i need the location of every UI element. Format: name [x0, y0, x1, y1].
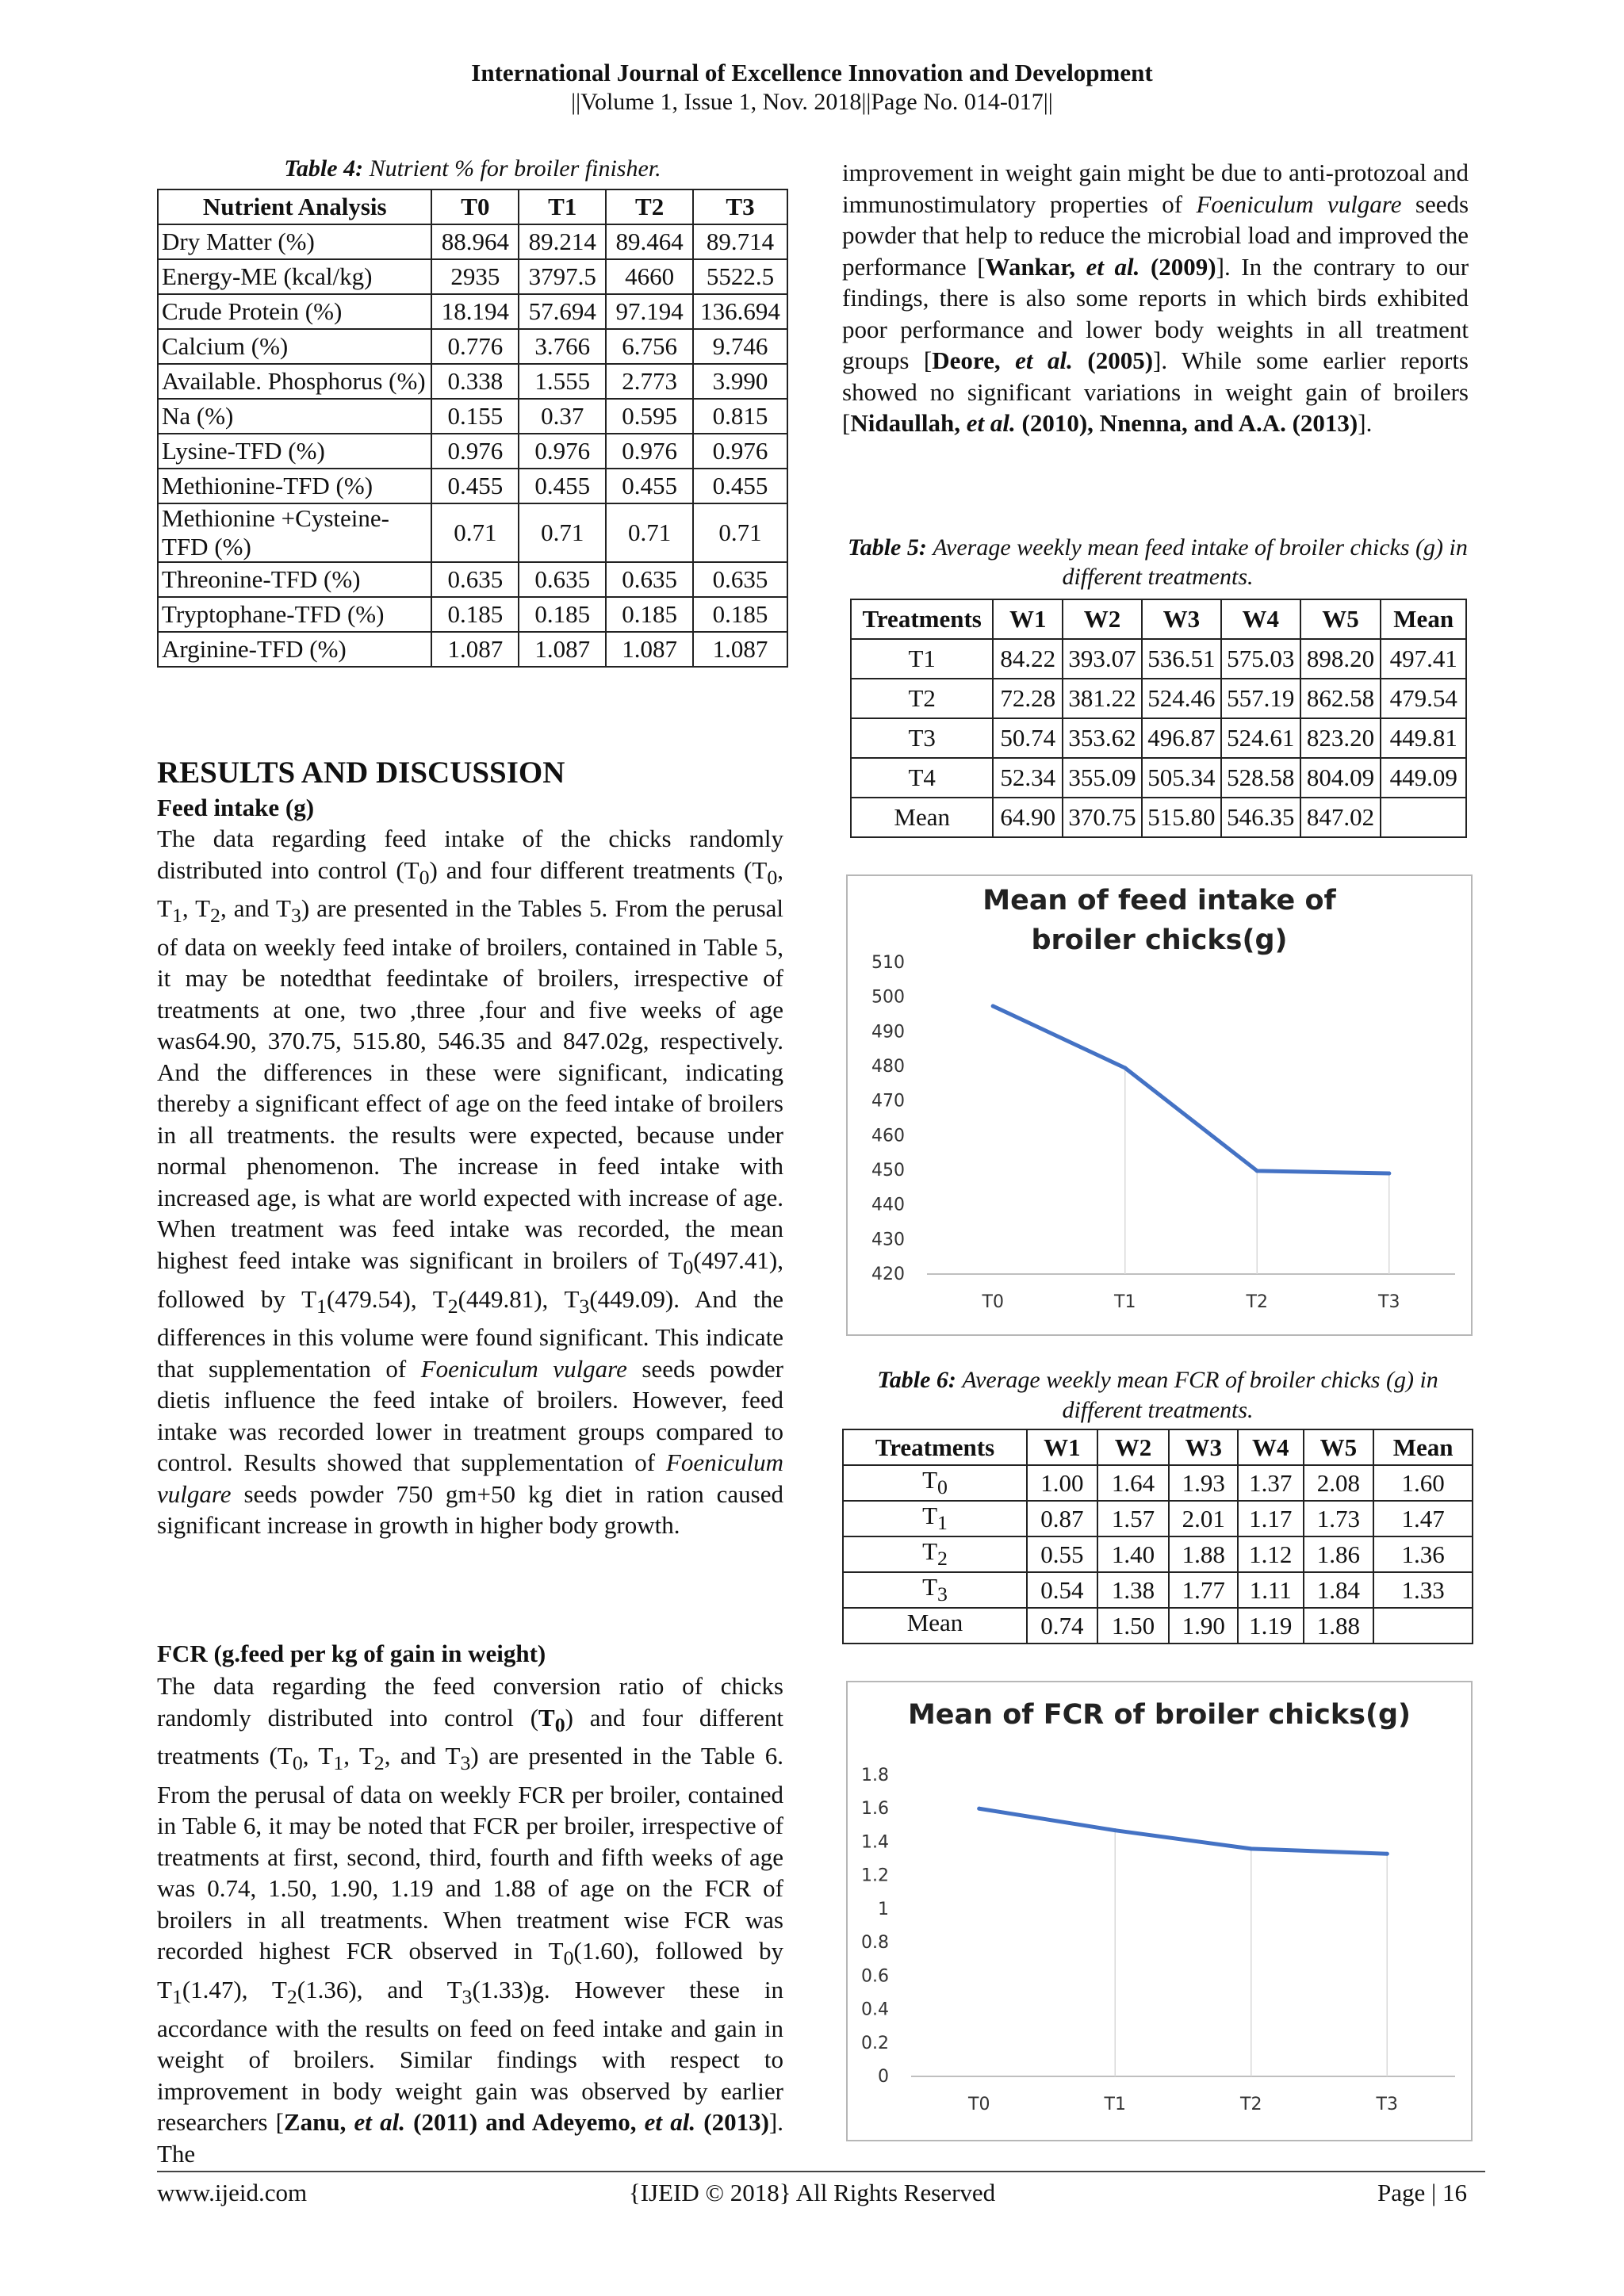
series-line — [993, 1006, 1389, 1173]
nutrient-value: 0.71 — [519, 503, 606, 562]
fcr-value: 2.01 — [1169, 1501, 1238, 1536]
nutrient-name: Dry Matter (%) — [158, 224, 431, 259]
nutrient-name: Lysine-TFD (%) — [158, 434, 431, 469]
table4-header-cell: T3 — [693, 189, 787, 224]
table4-row — [158, 469, 787, 503]
nutrient-value: 0.185 — [606, 597, 693, 632]
table6-header-cell: Treatments — [843, 1429, 1027, 1465]
feed-intake-value: 804.09 — [1300, 758, 1381, 798]
fcr-chart — [846, 1681, 1473, 2141]
table4-row — [158, 503, 787, 562]
fcr-value: 1.50 — [1097, 1608, 1170, 1644]
feed-intake-value: 575.03 — [1221, 639, 1300, 679]
y-tick-label: 430 — [871, 1230, 905, 1250]
x-tick-label: T3 — [1378, 1292, 1400, 1312]
fcr-value: 1.11 — [1238, 1572, 1303, 1608]
treatment-label-sub: 0 — [937, 1475, 948, 1499]
nutrient-name: Energy-ME (kcal/kg) — [158, 259, 431, 294]
table5-header-cell: Treatments — [851, 599, 993, 639]
fcr-value: 1.37 — [1238, 1465, 1303, 1501]
table4-row — [158, 224, 787, 259]
nutrient-name: Tryptophane-TFD (%) — [158, 597, 431, 632]
data-point — [1387, 1171, 1391, 1175]
fcr-value: 0.87 — [1027, 1501, 1097, 1536]
nutrient-value: 97.194 — [606, 294, 693, 329]
x-tick-label: T1 — [1104, 2095, 1126, 2114]
nutrient-value: 0.635 — [431, 562, 519, 597]
fcr-value: 0.55 — [1027, 1536, 1097, 1572]
nutrient-value: 0.455 — [431, 469, 519, 503]
y-tick-label: 1.6 — [861, 1799, 889, 1820]
table6-row — [843, 1536, 1473, 1572]
table4-caption — [157, 155, 788, 182]
fcr-chart-svg — [848, 1682, 1471, 2140]
feed-intake-value: 515.80 — [1142, 798, 1221, 837]
series-line — [979, 1808, 1388, 1854]
table5-row — [851, 798, 1466, 837]
treatment-label — [843, 1536, 1027, 1572]
y-tick-label: 510 — [871, 953, 905, 973]
table5-caption-label: Table 5: — [848, 534, 927, 561]
nutrient-value: 0.815 — [693, 399, 787, 434]
nutrient-value: 0.71 — [693, 503, 787, 562]
feed-intake-value: 84.22 — [993, 639, 1063, 679]
feed-intake-value: 546.35 — [1221, 798, 1300, 837]
x-tick-label: T3 — [1376, 2095, 1398, 2114]
fcr-value: 1.38 — [1097, 1572, 1170, 1608]
fcr-value: 1.73 — [1304, 1501, 1374, 1536]
nutrient-value: 0.776 — [431, 329, 519, 364]
treatment-label — [843, 1465, 1027, 1501]
table4-header-cell: T2 — [606, 189, 693, 224]
nutrient-value: 4660 — [606, 259, 693, 294]
nutrient-value: 57.694 — [519, 294, 606, 329]
data-point — [1385, 1852, 1389, 1856]
treatment-label-sub: 3 — [937, 1582, 948, 1606]
treatment-label-main: Mean — [906, 1609, 963, 1637]
table5-row — [851, 718, 1466, 758]
table6-caption — [842, 1365, 1473, 1425]
nutrient-value: 0.976 — [606, 434, 693, 469]
table4-caption-label: Table 4: — [284, 155, 364, 182]
table6-caption-text: Average weekly mean FCR of broiler chicks (g) in different treatments. — [962, 1367, 1438, 1423]
feed-intake-value: 557.19 — [1221, 679, 1300, 718]
y-tick-label: 490 — [871, 1022, 905, 1043]
fcr-value: 0.74 — [1027, 1608, 1097, 1644]
fcr-value: 1.40 — [1097, 1536, 1170, 1572]
fcr-value — [1373, 1608, 1473, 1644]
y-tick-label: 1.8 — [861, 1766, 889, 1785]
chart-title-line: broiler chicks(g) — [1031, 924, 1288, 956]
fcr-value: 1.47 — [1373, 1501, 1473, 1536]
nutrient-value: 0.595 — [606, 399, 693, 434]
fcr-value: 1.77 — [1169, 1572, 1238, 1608]
treatment-label-sub: 2 — [937, 1547, 948, 1571]
x-tick-label: T2 — [1246, 1292, 1268, 1312]
y-tick-label: 0.4 — [861, 1999, 889, 2020]
feed-intake-chart — [846, 874, 1473, 1336]
nutrient-value: 6.756 — [606, 329, 693, 364]
fcr-title: FCR (g.feed per kg of gain in weight) — [157, 1640, 546, 1667]
feed-intake-value: 393.07 — [1063, 639, 1142, 679]
table6-header-cell: Mean — [1373, 1429, 1473, 1465]
nutrient-value: 1.555 — [519, 364, 606, 399]
nutrient-value: 0.37 — [519, 399, 606, 434]
data-point — [1249, 1846, 1253, 1850]
nutrient-value: 3.766 — [519, 329, 606, 364]
table5-header-cell: W5 — [1300, 599, 1381, 639]
feed-intake-paragraph: The data regarding feed intake of the chicks randomly distributed into control $(T_0)$ and four different treatments ($T_0$, $T_1$, $T_2$, and $T_3$) are presented in the Tables 5. From the perusal of data on weekly feed intake of broilers, contained in Table 5, it may be notedthat feedintake of broilers, irrespective of treatments at one, two ,three ,four and five weeks of age was64.90, 370.75, 515.80, 546.35 and 847.02g, respectively. And the differences in these were significant, indicating thereby a significant effect of age on the feed intake of broilers in all treatments. the results were expected, because under normal phenomenon. The increase in feed intake with increased age, is what are world expected with increase of age. When treatment was feed intake was recorded, the mean highest feed intake was significant in broilers of $T_0(497.41)$, followed by $T_1(479.54)$, $T_2(449.81)$, $T_3(449.09)$. And the differences in this volume were found significant. This indicate that supplementation of Foeniculum vulgare seeds powder dietis influence the feed intake of broilers. However, feed intake was recorded lower in treatment groups compared to control. Results showed that supplementation of Foeniculum vulgare seeds powder 750 gm+50 kg diet in ration caused significant increase in growth in higher body growth. — [157, 825, 784, 1540]
fcr-value: 1.88 — [1304, 1608, 1374, 1644]
table6 — [842, 1429, 1473, 1644]
data-point — [977, 1807, 981, 1811]
feed-intake-value: 72.28 — [993, 679, 1063, 718]
feed-intake-value: 449.81 — [1381, 718, 1466, 758]
table5-row — [851, 679, 1466, 718]
y-tick-label: 480 — [871, 1057, 905, 1077]
nutrient-name: Na (%) — [158, 399, 431, 434]
fcr-value: 1.88 — [1169, 1536, 1238, 1572]
treatment-label-sub: 1 — [937, 1511, 948, 1535]
treatment-label: T3 — [851, 718, 993, 758]
table6-row — [843, 1501, 1473, 1536]
table4-row — [158, 364, 787, 399]
table4-row — [158, 434, 787, 469]
fcr-value: 1.90 — [1169, 1608, 1238, 1644]
table4 — [157, 189, 788, 668]
y-tick-label: 1 — [878, 1899, 889, 1919]
chart-title-line: Mean of FCR of broiler chicks(g) — [907, 1699, 1411, 1731]
nutrient-value: 0.71 — [606, 503, 693, 562]
fcr-value: 1.86 — [1304, 1536, 1374, 1572]
table6-row — [843, 1608, 1473, 1644]
feed-intake-value: 52.34 — [993, 758, 1063, 798]
nutrient-value: 0.635 — [519, 562, 606, 597]
y-tick-label: 0.8 — [861, 1933, 889, 1954]
y-tick-label: 460 — [871, 1126, 905, 1146]
y-tick-label: 1.4 — [861, 1832, 889, 1853]
feed-intake-value: 862.58 — [1300, 679, 1381, 718]
treatment-label-main: T — [922, 1502, 937, 1530]
table4-row — [158, 329, 787, 364]
y-tick-label: 1.2 — [861, 1866, 889, 1886]
feed-intake-value: 355.09 — [1063, 758, 1142, 798]
data-point — [1113, 1828, 1117, 1832]
y-tick-label: 0.2 — [861, 2033, 889, 2053]
treatment-label: Mean — [851, 798, 993, 837]
table6-row — [843, 1572, 1473, 1608]
nutrient-value: 0.71 — [431, 503, 519, 562]
nutrient-value: 0.976 — [519, 434, 606, 469]
nutrient-value: 1.087 — [431, 632, 519, 667]
nutrient-value: 0.185 — [693, 597, 787, 632]
nutrient-value: 1.087 — [606, 632, 693, 667]
nutrient-value: 89.464 — [606, 224, 693, 259]
feed-intake-value: 449.09 — [1381, 758, 1466, 798]
feed-intake-value: 497.41 — [1381, 639, 1466, 679]
footer-copyright: {IJEID © 2018} All Rights Reserved — [628, 2179, 996, 2206]
feed-intake-value: 524.46 — [1142, 679, 1221, 718]
table4-header-cell: T1 — [519, 189, 606, 224]
fcr-value: 1.12 — [1238, 1536, 1303, 1572]
nutrient-value: 5522.5 — [693, 259, 787, 294]
x-tick-label: T1 — [1114, 1292, 1136, 1312]
nutrient-value: 0.455 — [693, 469, 787, 503]
treatment-label — [843, 1608, 1027, 1644]
nutrient-value: 2935 — [431, 259, 519, 294]
x-tick-label: T0 — [968, 2095, 990, 2114]
footer-website: www.ijeid.com — [157, 2179, 308, 2206]
nutrient-value: 1.087 — [519, 632, 606, 667]
table4-row — [158, 399, 787, 434]
nutrient-value: 0.185 — [431, 597, 519, 632]
fcr-value: 1.19 — [1238, 1608, 1303, 1644]
table5-header-cell: W2 — [1063, 599, 1142, 639]
nutrient-value: 136.694 — [693, 294, 787, 329]
y-tick-label: 470 — [871, 1091, 905, 1112]
treatment-label: T2 — [851, 679, 993, 718]
feed-intake-value: 505.34 — [1142, 758, 1221, 798]
feed-intake-value: 898.20 — [1300, 639, 1381, 679]
table5-header-cell: W3 — [1142, 599, 1221, 639]
table6-header-cell: W5 — [1304, 1429, 1374, 1465]
treatment-label — [843, 1572, 1027, 1608]
fcr-value: 1.84 — [1304, 1572, 1374, 1608]
table6-header-cell: W3 — [1169, 1429, 1238, 1465]
fcr-value: 2.08 — [1304, 1465, 1374, 1501]
nutrient-name: Available. Phosphorus (%) — [158, 364, 431, 399]
nutrient-name: Arginine-TFD (%) — [158, 632, 431, 667]
table4-row — [158, 597, 787, 632]
table4-caption-text: Nutrient % for broiler finisher. — [369, 155, 661, 182]
feed-intake-value: 528.58 — [1221, 758, 1300, 798]
nutrient-value: 89.214 — [519, 224, 606, 259]
fcr-value: 1.36 — [1373, 1536, 1473, 1572]
x-tick-label: T0 — [982, 1292, 1004, 1312]
nutrient-value: 88.964 — [431, 224, 519, 259]
feed-intake-value — [1381, 798, 1466, 837]
table5 — [850, 599, 1467, 838]
table5-header-cell: W4 — [1221, 599, 1300, 639]
x-tick-label: T2 — [1240, 2095, 1262, 2114]
treatment-label-main: T — [922, 1466, 937, 1494]
feed-intake-value: 353.62 — [1063, 718, 1142, 758]
nutrient-value: 2.773 — [606, 364, 693, 399]
table4-header-cell: Nutrient Analysis — [158, 189, 431, 224]
issue-info: ||Volume 1, Issue 1, Nov. 2018||Page No. 014-017|| — [571, 89, 1053, 115]
fcr-value: 0.54 — [1027, 1572, 1097, 1608]
data-point — [1255, 1169, 1259, 1173]
treatment-label: T1 — [851, 639, 993, 679]
feed-intake-value: 64.90 — [993, 798, 1063, 837]
feed-intake-value: 381.22 — [1063, 679, 1142, 718]
nutrient-value: 0.635 — [693, 562, 787, 597]
fcr-value: 1.60 — [1373, 1465, 1473, 1501]
nutrient-value: 18.194 — [431, 294, 519, 329]
nutrient-value: 0.185 — [519, 597, 606, 632]
data-point — [991, 1004, 995, 1008]
nutrient-value: 0.976 — [693, 434, 787, 469]
fcr-value: 1.17 — [1238, 1501, 1303, 1536]
table5-header-cell: Mean — [1381, 599, 1466, 639]
fcr-value: 1.64 — [1097, 1465, 1170, 1501]
y-tick-label: 420 — [871, 1265, 905, 1284]
table6-header-cell: W1 — [1027, 1429, 1097, 1465]
fcr-value: 1.93 — [1169, 1465, 1238, 1501]
footer-page-number: Page | 16 — [1377, 2179, 1467, 2206]
nutrient-value: 0.976 — [431, 434, 519, 469]
table5-caption — [847, 533, 1469, 591]
section-title: RESULTS AND DISCUSSION — [157, 756, 565, 790]
feed-intake-value: 50.74 — [993, 718, 1063, 758]
nutrient-value: 0.635 — [606, 562, 693, 597]
fcr-paragraph: The data regarding the feed conversion ratio of chicks randomly distributed into control $(T_0)$ and four different treatments ($T_0$, $T_1$, $T_2$, and $T_3$) are presented in the Table 6. From the perusal of data on weekly FCR per broiler, contained in Table 6, it may be noted that FCR per broiler, irrespective of treatments at first, second, third, fourth and fifth weeks of age was 0.74, 1.50, 1.90, 1.19 and 1.88 of age on the FCR of broilers in all treatments. When treatment wise FCR was recorded highest FCR observed in $T_0(1.60)$, followed by $T_1(1.47)$, $T_2(1.36)$, and $T_3(1.33)g$. However these in accordance with the results on feed on feed intake and gain in weight of broilers. Similar findings with respect to improvement in body weight gain was observed by earlier researchers [Zanu, et al. (2011) and Adeyemo, et al. (2013)]. The — [157, 1672, 784, 2168]
y-tick-label: 440 — [871, 1195, 905, 1215]
nutrient-value: 3797.5 — [519, 259, 606, 294]
nutrient-value: 1.087 — [693, 632, 787, 667]
table4-row — [158, 562, 787, 597]
treatment-label — [843, 1501, 1027, 1536]
y-tick-label: 500 — [871, 987, 905, 1008]
nutrient-value: 3.990 — [693, 364, 787, 399]
treatment-label-main: T — [922, 1573, 937, 1601]
feed-intake-value: 370.75 — [1063, 798, 1142, 837]
table6-row — [843, 1465, 1473, 1501]
data-point — [1123, 1066, 1127, 1070]
nutrient-value: 0.455 — [519, 469, 606, 503]
feed-intake-value: 524.61 — [1221, 718, 1300, 758]
table4-row — [158, 632, 787, 667]
table5-caption-text: Average weekly mean feed intake of broiler chicks (g) in different treatments. — [933, 534, 1468, 590]
table5-row — [851, 639, 1466, 679]
table4-row — [158, 294, 787, 329]
fcr-value: 1.00 — [1027, 1465, 1097, 1501]
chart-title-line: Mean of feed intake of — [982, 885, 1336, 916]
nutrient-name: Methionine-TFD (%) — [158, 469, 431, 503]
nutrient-value: 0.455 — [606, 469, 693, 503]
feed-intake-value: 847.02 — [1300, 798, 1381, 837]
table5-row — [851, 758, 1466, 798]
nutrient-name: Threonine-TFD (%) — [158, 562, 431, 597]
nutrient-name: Crude Protein (%) — [158, 294, 431, 329]
table4-row — [158, 259, 787, 294]
feed-intake-value: 479.54 — [1381, 679, 1466, 718]
footer-divider — [157, 2171, 1485, 2172]
feed-intake-value: 536.51 — [1142, 639, 1221, 679]
feed-intake-title: Feed intake (g) — [157, 794, 315, 821]
feed-intake-value: 496.87 — [1142, 718, 1221, 758]
y-tick-label: 0.6 — [861, 1966, 889, 1987]
table6-header-cell: W2 — [1097, 1429, 1170, 1465]
nutrient-value: 89.714 — [693, 224, 787, 259]
y-tick-label: 450 — [871, 1161, 905, 1181]
feed-intake-chart-svg — [848, 876, 1471, 1334]
y-tick-label: 0 — [878, 2067, 889, 2087]
treatment-label-main: T — [922, 1537, 937, 1566]
nutrient-value: 9.746 — [693, 329, 787, 364]
journal-title: International Journal of Excellence Innovation and Development — [471, 59, 1153, 86]
table6-header-cell: W4 — [1238, 1429, 1303, 1465]
feed-intake-value: 823.20 — [1300, 718, 1381, 758]
nutrient-value: 0.338 — [431, 364, 519, 399]
treatment-label: T4 — [851, 758, 993, 798]
nutrient-name: Calcium (%) — [158, 329, 431, 364]
nutrient-value: 0.155 — [431, 399, 519, 434]
table6-caption-label: Table 6: — [877, 1367, 956, 1393]
fcr-value: 1.57 — [1097, 1501, 1170, 1536]
table5-header-cell: W1 — [993, 599, 1063, 639]
nutrient-name: Methionine +Cysteine-TFD (%) — [158, 503, 431, 562]
fcr-value: 1.33 — [1373, 1572, 1473, 1608]
table4-header-cell: T0 — [431, 189, 519, 224]
discussion-paragraph: improvement in weight gain might be due to anti-protozoal and immunostimulatory properties of Foeniculum vulgare seeds powder that help to reduce the microbial load and improved the performance [Wankar, et al. (2009)]. In the contrary to our findings, there is also some reports in which birds exhibited poor performance and lower body weights in all treatment groups [Deore, et al. (2005)]. While some earlier reports showed no significant variations in weight gain of broilers [Nidaullah, et al. (2010), Nnenna, and A.A. (2013)]. — [842, 159, 1469, 437]
